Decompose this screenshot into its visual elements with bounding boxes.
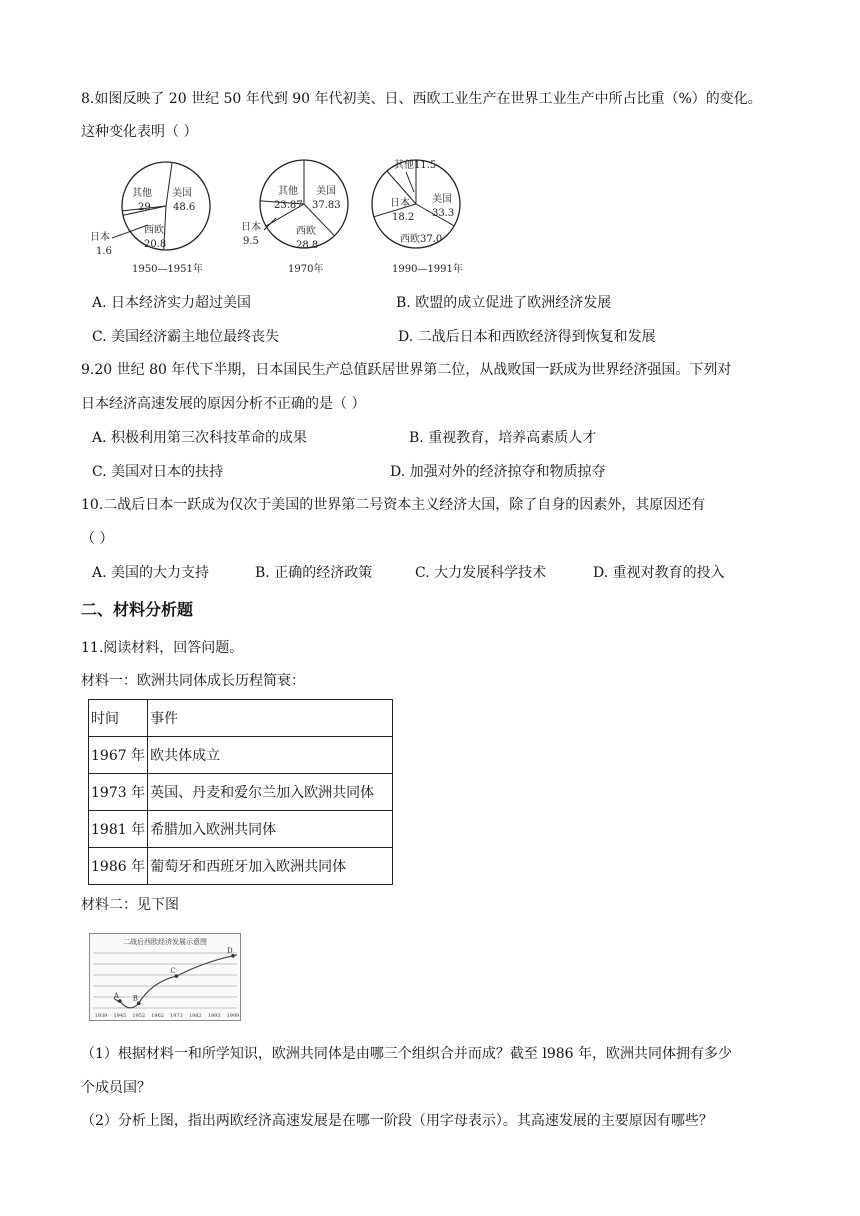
pie-1970-us-value: 37.83 bbox=[312, 200, 341, 211]
table-cell-event: 葡萄牙和西班牙加入欧洲共同体 bbox=[148, 848, 393, 885]
x-tick-label: 1993 bbox=[207, 1013, 221, 1019]
q10-stem-line1: 10.二战后日本一跃成为仅次于美国的世界第二号资本主义经济大国，除了自身的因素外，其原因还有 bbox=[81, 497, 706, 513]
section-title: 二、材料分析题 bbox=[81, 600, 194, 619]
pie-1990-we-label: 西欧37.0 bbox=[400, 234, 443, 245]
pie-1950-us-value: 48.6 bbox=[173, 202, 196, 213]
q8-stem-line1: 8.如图反映了 20 世纪 50 年代到 90 年代初美、日、西欧工业生产在世界工业生产中所占比重（%）的变化。 bbox=[81, 91, 762, 107]
pie-1950-other-label: 其他 bbox=[132, 188, 152, 199]
pie-1990 bbox=[372, 158, 463, 275]
pie-1950-other-value: 29 bbox=[138, 202, 151, 213]
q9-option-a[interactable]: A. 积极利用第三次科技革命的成果 bbox=[92, 430, 308, 446]
table-row bbox=[89, 848, 393, 885]
pie-1970-other-value: 23.87 bbox=[274, 200, 303, 211]
q8-option-b[interactable]: B. 欧盟的成立促进了欧洲经济发展 bbox=[396, 295, 612, 311]
pie-1990-us-label: 美国 bbox=[432, 194, 452, 205]
pie-1990-other-label: 其他11.5 bbox=[394, 160, 437, 171]
pie-1970-year: 1970年 bbox=[288, 264, 324, 275]
pie-1950-us-label: 美国 bbox=[172, 188, 192, 199]
q8-option-a[interactable]: A. 日本经济实力超过美国 bbox=[92, 295, 252, 311]
pie-1970 bbox=[241, 160, 348, 275]
pie-1970-we-label: 西欧 bbox=[296, 226, 316, 237]
chart-title: 二战后西欧经济发展示意图 bbox=[123, 938, 207, 946]
q11-sub1-line1: （1）根据材料一和所学知识，欧洲共同体是由哪三个组织合并而成？截至 l986 年，欧洲共同体拥有多少 bbox=[81, 1046, 733, 1062]
q10-option-a[interactable]: A. 美国的大力支持 bbox=[92, 565, 210, 581]
table-cell-year: 1986 年 bbox=[89, 848, 148, 885]
q8-option-c[interactable]: C. 美国经济霸主地位最终丧失 bbox=[92, 329, 280, 345]
x-tick-label: 1952 bbox=[132, 1013, 146, 1019]
pie-1990-us-value: 33.3 bbox=[432, 208, 455, 219]
table-cell-year: 1973 年 bbox=[89, 774, 148, 811]
table-header-row bbox=[89, 700, 393, 737]
pie-1970-jp-value: 9.5 bbox=[243, 236, 259, 247]
pie-1990-jp-value: 18.2 bbox=[392, 212, 415, 223]
table-cell-event: 英国、丹麦和爱尔兰加入欧洲共同体 bbox=[148, 774, 393, 811]
pie-1950 bbox=[90, 162, 210, 275]
q9-option-b[interactable]: B. 重视教育，培养高素质人才 bbox=[409, 430, 597, 446]
table-cell-year: 1981 年 bbox=[89, 811, 148, 848]
chart-point-label-B: B bbox=[132, 994, 138, 1003]
q11-sub2: （2）分析上图，指出两欧经济高速发展是在哪一阶段（用字母表示）。其高速发展的主要原因有哪些？ bbox=[81, 1113, 713, 1129]
pie-charts-figure bbox=[88, 158, 468, 280]
q11-intro: 11.阅读材料，回答问题。 bbox=[81, 640, 244, 656]
pie-1990-year: 1990—1991年 bbox=[392, 264, 463, 275]
chart-point-label-C: C bbox=[170, 967, 176, 976]
pie-1950-we-value: 20.8 bbox=[144, 239, 167, 250]
q8-option-d[interactable]: D. 二战后日本和西欧经济得到恢复和发展 bbox=[398, 329, 656, 345]
table-row bbox=[89, 811, 393, 848]
q8-stem-line2: 这种变化表明（ ） bbox=[81, 124, 198, 140]
q10-stem-line2: （ ） bbox=[81, 531, 114, 547]
pie-1970-we-value: 28.8 bbox=[296, 240, 319, 251]
x-tick-label: 1982 bbox=[188, 1013, 202, 1019]
x-tick-label: 1939 bbox=[94, 1013, 108, 1019]
pie-1990-jp-label: 日本 bbox=[390, 198, 410, 209]
table-row bbox=[89, 774, 393, 811]
q9-stem-line2: 日本经济高速发展的原因分析不正确的是（ ） bbox=[81, 396, 366, 412]
q9-stem-line1: 9.20 世纪 80 年代下半期，日本国民生产总值跃居世界第二位，从战败国一跃成为世界经济强国。下列对 bbox=[81, 362, 732, 378]
pie-1970-us-label: 美国 bbox=[316, 186, 336, 197]
pie-1950-jp-value: 1.6 bbox=[96, 246, 112, 257]
q10-option-c[interactable]: C. 大力发展科学技术 bbox=[415, 565, 547, 581]
chart-frame bbox=[90, 934, 241, 1021]
chart-point-label-D: D bbox=[227, 946, 233, 955]
table-row bbox=[89, 737, 393, 774]
ec-history-table bbox=[88, 699, 393, 885]
table-cell-event: 希腊加入欧洲共同体 bbox=[148, 811, 393, 848]
x-tick-label: 1999 bbox=[226, 1013, 240, 1019]
pie-1970-other-label: 其他 bbox=[278, 186, 298, 197]
pie-1950-we-label: 西欧 bbox=[144, 225, 164, 236]
table-header-event: 事件 bbox=[148, 700, 393, 737]
q10-option-b[interactable]: B. 正确的经济政策 bbox=[255, 565, 373, 581]
q10-option-d[interactable]: D. 重视对教育的投入 bbox=[593, 565, 725, 581]
x-tick-label: 1962 bbox=[151, 1013, 164, 1019]
q11-sub1-line2: 个成员国？ bbox=[81, 1080, 151, 1096]
table-cell-year: 1967 年 bbox=[89, 737, 148, 774]
pie-1950-year: 1950—1951年 bbox=[132, 264, 203, 275]
q9-option-d[interactable]: D. 加强对外的经济掠夺和物质掠夺 bbox=[390, 464, 606, 480]
table-header-time: 时间 bbox=[89, 700, 148, 737]
q11-material2-label: 材料二：见下图 bbox=[81, 897, 179, 913]
chart-point-label-A: A bbox=[113, 992, 119, 1001]
west-europe-economy-chart bbox=[89, 933, 241, 1021]
pie-1950-jp-label: 日本 bbox=[90, 232, 110, 243]
x-tick-label: 1973 bbox=[170, 1013, 183, 1019]
q11-material1-label: 材料一：欧洲共同体成长历程简衰： bbox=[81, 673, 305, 689]
pie-1970-jp-label: 日本 bbox=[241, 222, 261, 233]
q9-option-c[interactable]: C. 美国对日本的扶持 bbox=[92, 464, 224, 480]
table-cell-event: 欧共体成立 bbox=[148, 737, 393, 774]
x-tick-label: 1945 bbox=[113, 1013, 127, 1019]
